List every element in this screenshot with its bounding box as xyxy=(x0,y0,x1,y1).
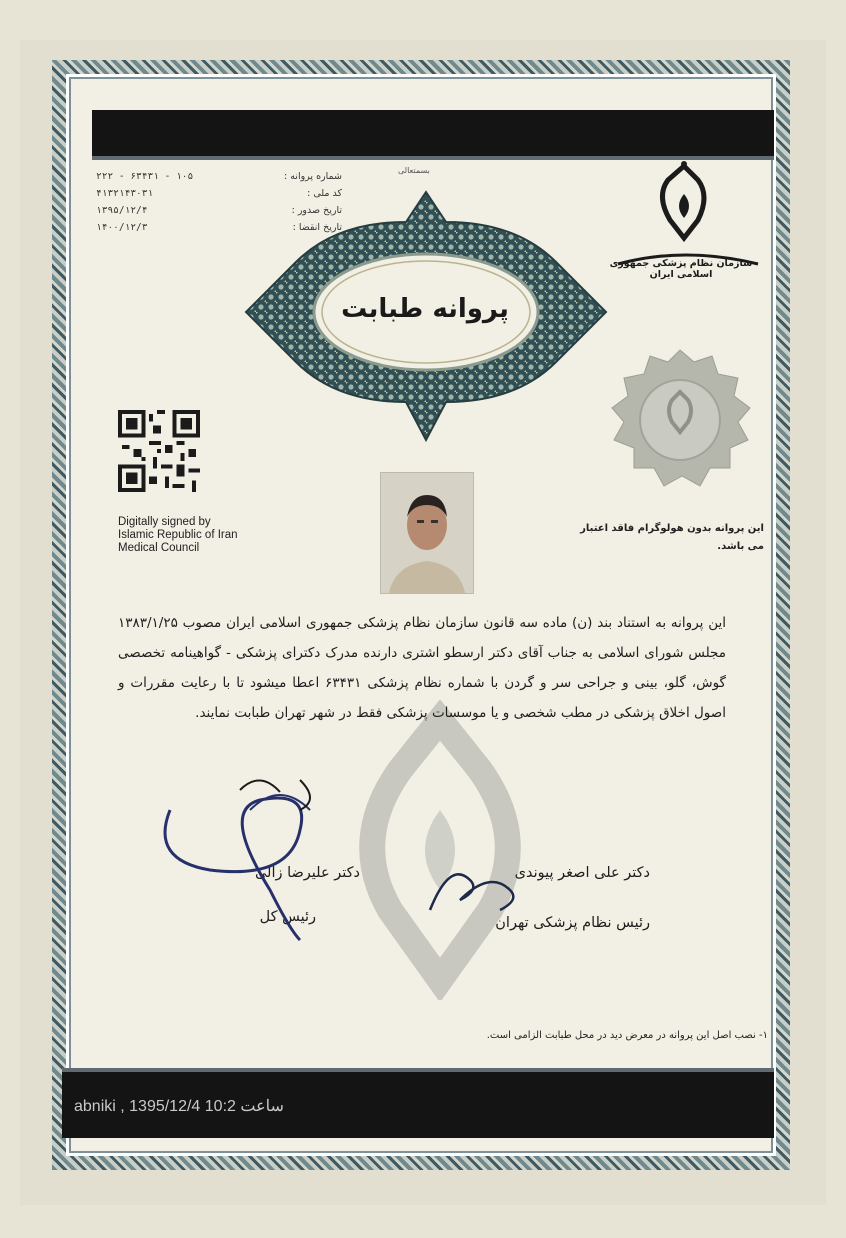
signer-right-name: دکتر علی اصغر پیوندی xyxy=(514,865,650,881)
signer-right-title: رئیس نظام پزشکی تهران xyxy=(495,915,650,931)
footnote: ۱- نصب اصل این پروانه در معرض دید در محل طبابت الزامی است. xyxy=(486,1030,768,1041)
timestamp-stamp: abniki , 1395/12/4 10:2 ساعت xyxy=(74,1098,284,1115)
hologram-seal xyxy=(602,346,758,492)
signer-left-title: رئیس کل xyxy=(259,909,316,925)
license-info-values xyxy=(96,168,236,236)
license-number-label: شماره پروانه : xyxy=(283,171,342,182)
signer-left-name: دکتر علیرضا زالی xyxy=(254,865,360,881)
holder-photo xyxy=(380,472,474,594)
national-code-label: کد ملی : xyxy=(307,188,342,199)
national-code-value: ۴۱۳۲۱۴۳۰۳۱ xyxy=(96,188,154,199)
hologram-note: این پروانه بدون هولوگرام فاقد اعتبار می باشد. xyxy=(580,523,764,552)
bottom-black-bar xyxy=(62,1068,774,1138)
issue-date-label: تاریخ صدور : xyxy=(291,205,342,216)
digital-signature-note: Digitally signed by Islamic Republic of Iran Medical Council xyxy=(118,516,238,554)
top-black-bar xyxy=(92,110,774,160)
organization-name: سازمان نظام پزشکی جمهوری اسلامی ایران xyxy=(609,258,753,280)
header-tag: بسمتعالی xyxy=(398,166,430,175)
signature-right xyxy=(420,850,540,930)
expiry-date-label: تاریخ انقضا : xyxy=(292,222,342,233)
signature-left xyxy=(150,770,370,950)
certificate-title: پروانه طبابت xyxy=(341,294,509,324)
qr-code xyxy=(118,410,200,492)
expiry-date-value: ۱۴۰۰/۱۲/۳ xyxy=(96,222,148,233)
license-number-value: ۲۲۲ - ۶۳۴۳۱ - ۱۰۵ xyxy=(96,171,194,182)
license-body-text: این پروانه به استناد بند (ن) ماده سه قانون سازمان نظام پزشکی جمهوری اسلامی ایران مصوب ۱۳۸۳/۱/۲۵ مجلس شورای اسلامی به جناب آقای دکتر ارسطو اشتری دارنده مدرک دکترای پزشکی - گواهینامه تخصصی گوش، گلو، بینی و جراحی سر و گردن با شماره نظام پزشکی ۶۳۴۳۱ اعطا میشود تا با رعایت مقررات و اصول اخلاق پزشکی در مطب شخصی و یا موسسات پزشکی فقط در شهر تهران طبابت نمایند. xyxy=(118,615,726,721)
issue-date-value: ۱۳۹۵/۱۲/۴ xyxy=(96,205,148,216)
